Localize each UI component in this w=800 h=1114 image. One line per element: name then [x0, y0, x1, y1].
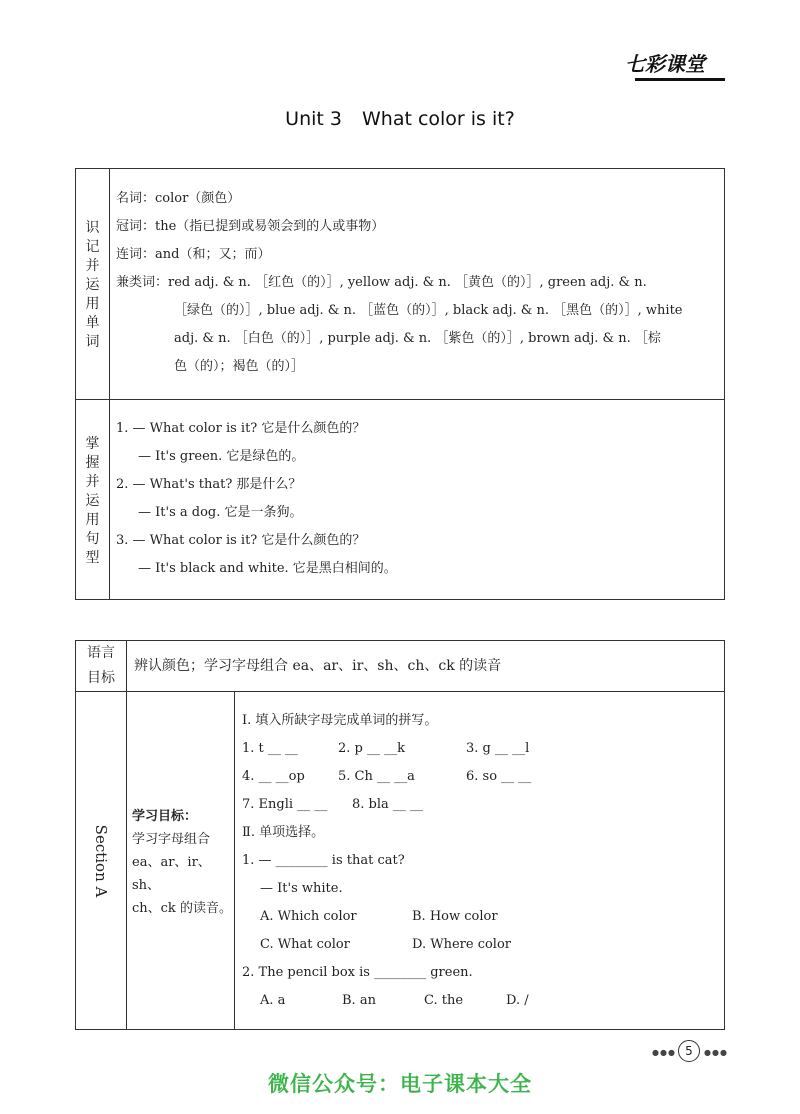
spelling-item: 7. Engli __ __	[242, 797, 328, 812]
spelling-item: 5. Ch __ __a	[338, 769, 415, 784]
options-row	[242, 987, 718, 1015]
spelling-item: 8. bla __ __	[352, 797, 424, 812]
sentence-line: — It's green. 它是绿色的。	[138, 449, 305, 464]
brand-logo	[625, 48, 730, 78]
study-goal-line: ea、ar、ir、sh、	[132, 855, 211, 893]
unit-title: What color is it?	[361, 108, 515, 130]
option: A. a	[260, 993, 286, 1008]
spelling-item: 2. p __ __k	[338, 741, 405, 756]
vocab-line: 色（的）；褐色（的）］	[174, 359, 305, 374]
question-1-reply: — It's white.	[260, 881, 343, 896]
study-goals	[132, 805, 232, 920]
study-goal-line: 学习字母组合	[132, 832, 211, 847]
sentence-line: — It's a dog. 它是一条狗。	[138, 505, 303, 520]
vocab-line: ［绿色（的）］, blue adj. & n. ［蓝色（的）］, black adj. & n. ［黑色（的）］, white	[174, 303, 683, 318]
section-label	[76, 691, 126, 1031]
question-1: 1. — ________ is that cat?	[242, 853, 405, 868]
unit-number: Unit 3	[285, 108, 342, 130]
column-divider	[126, 641, 127, 1029]
vocab-line: 兼类词：red adj. & n. ［红色（的）］, yellow adj. & n. ［黄色（的）］, green adj. & n.	[116, 275, 647, 290]
brand-text: 七彩课堂	[625, 52, 705, 76]
column-divider	[234, 691, 235, 1029]
option: C. What color	[260, 937, 350, 952]
question-2: 2. The pencil box is ________ green.	[242, 965, 473, 980]
spelling-row	[242, 763, 718, 791]
page-title	[0, 108, 800, 130]
sentence-line: 3. — What color is it? 它是什么颜色的？	[116, 533, 366, 548]
dots-left-icon: ●●●	[652, 1048, 676, 1057]
page-number: 5	[678, 1040, 700, 1062]
vocab-line: 名词：color（颜色）	[116, 191, 241, 206]
sentence-row-label: 掌 握 并 运 用 句 型	[85, 436, 100, 566]
option: B. How color	[412, 909, 498, 924]
option: A. Which color	[260, 909, 357, 924]
goal-text: 辨认颜色；学习字母组合 ea、ar、ir、sh、ch、ck 的读音	[134, 658, 502, 674]
option: D. Where color	[412, 937, 511, 952]
dots-right-icon: ●●●	[704, 1048, 728, 1057]
spelling-item: 4. __ __op	[242, 769, 305, 784]
options-row	[242, 903, 718, 931]
part1-title: Ⅰ. 填入所缺字母完成单词的拼写。	[242, 713, 438, 728]
vocab-content	[116, 185, 718, 381]
spelling-row	[242, 735, 718, 763]
brand-underline	[635, 78, 725, 81]
section-table	[75, 640, 725, 1030]
vocab-line: adj. & n. ［白色（的）］, purple adj. & n. ［紫色（的）］, brown adj. & n. ［棕	[174, 331, 661, 346]
options-row	[242, 931, 718, 959]
spelling-item: 1. t __ __	[242, 741, 299, 756]
page-number-badge	[652, 1040, 728, 1062]
section-name: Section A	[92, 824, 110, 898]
vocab-line: 冠词：the（指已提到或易领会到的人或事物）	[116, 219, 385, 234]
sentence-content	[116, 415, 718, 583]
goal-label: 语言 目标	[87, 645, 115, 686]
option: D. /	[506, 993, 529, 1008]
part2-title: Ⅱ. 单项选择。	[242, 825, 325, 840]
sentence-line: 1. — What color is it? 它是什么颜色的？	[116, 421, 366, 436]
vocab-row-label: 识 记 并 运 用 单 词	[85, 220, 100, 350]
study-goals-heading: 学习目标：	[132, 809, 198, 824]
summary-table	[75, 168, 725, 600]
column-divider	[109, 169, 110, 599]
exercises	[242, 707, 718, 1015]
spelling-item: 3. g __ __l	[466, 741, 530, 756]
spelling-row	[242, 791, 718, 819]
row-divider	[76, 691, 724, 692]
row-divider	[76, 399, 724, 400]
vocab-line: 连词：and（和；又；而）	[116, 247, 271, 262]
option: C. the	[424, 993, 464, 1008]
sentence-line: 2. — What's that? 那是什么？	[116, 477, 302, 492]
option: B. an	[342, 993, 376, 1008]
study-goal-line: ch、ck 的读音。	[132, 901, 232, 916]
watermark: 微信公众号：电子课本大全	[268, 1072, 532, 1096]
spelling-item: 6. so __ __	[466, 769, 532, 784]
sentence-line: — It's black and white. 它是黑白相间的。	[138, 561, 397, 576]
